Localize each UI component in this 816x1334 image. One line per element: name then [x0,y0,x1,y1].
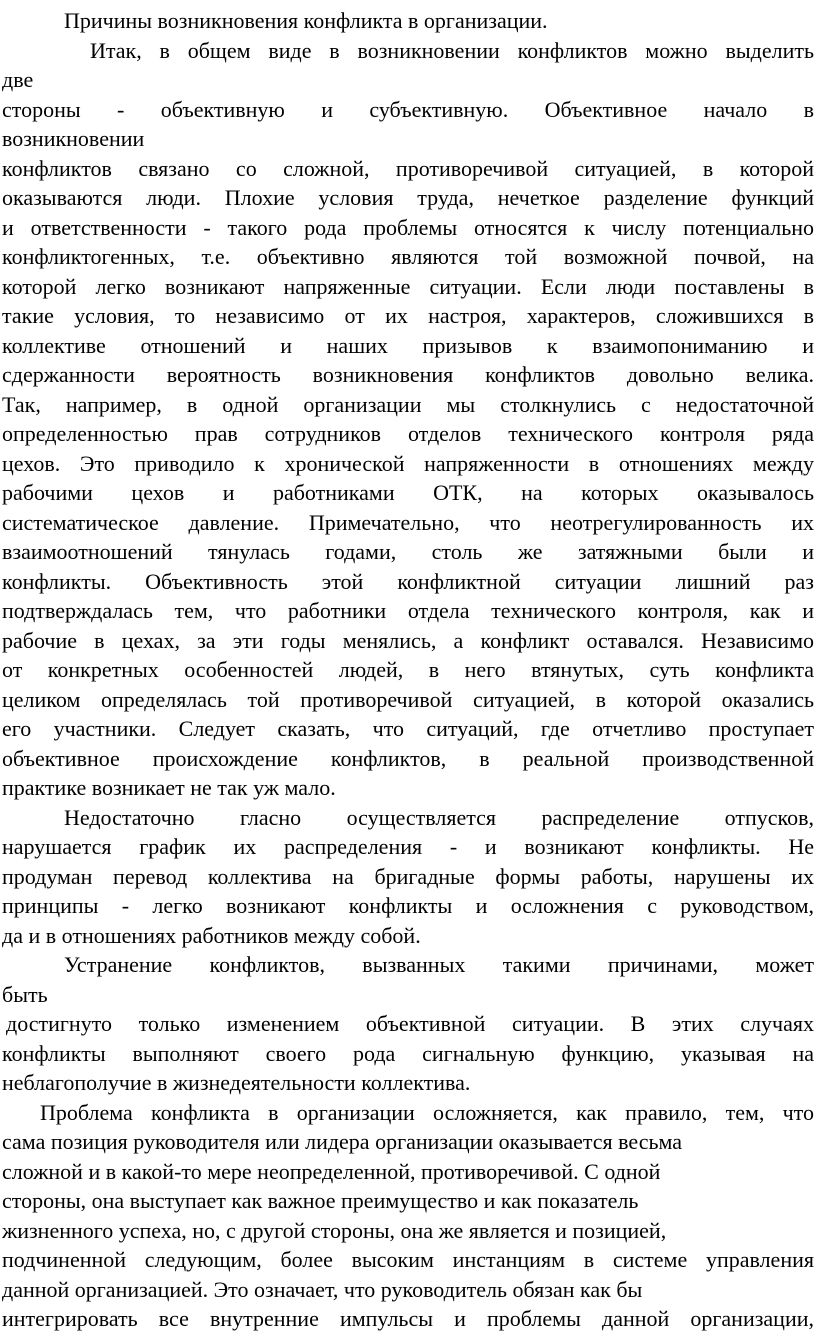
paragraph-line: конфликтогенных, т.е. объективно являются той возможной почвой, на [2,244,814,269]
paragraph-line: неблагополучие в жизнедеятельности коллектива. [2,1070,471,1095]
paragraph-line: да и в отношениях работников между собой. [2,922,421,948]
paragraph-line: коллективе отношений и наших призывов к взаимопониманию и [2,332,814,358]
paragraph-line: принципы - легко возникают конфликты и осложнения с руководством, [2,893,814,918]
document-title: Причины возникновения конфликта в организации. [64,8,548,33]
paragraph-line: взаимоотношений тянулась годами, столь же затяжными были и [2,539,814,564]
paragraph-line: сложной и в какой-то мере неопределенной, противоречивой. С одной [2,1158,661,1184]
paragraph-line: конфликты. Объективность этой конфликтной ситуации лишний раз [2,568,814,594]
paragraph-line: его участники. Следует сказать, что ситуаций, где отчетливо проступает [2,716,814,741]
paragraph-line: подчиненной следующим, более высоким инстанциям в системе управления [2,1247,814,1272]
paragraph-line: конфликтов связано со сложной, противоречивой ситуацией, в которой [2,155,814,181]
paragraph-line: нарушается график их распределения - и возникают конфликты. Не [2,834,814,859]
paragraph-line: сама позиция руководителя или лидера организации оказывается весьма [2,1129,683,1154]
paragraph-line: две [2,67,34,92]
paragraph-line: конфликты выполняют своего рода сигнальную функцию, указывая на [2,1040,814,1066]
paragraph-line: продуман перевод коллектива на бригадные формы работы, нарушены их [2,863,814,889]
paragraph-line: систематическое давление. Примечательно, что неотрегулированность их [2,509,814,535]
paragraph-line: такие условия, то независимо от их настроя, характеров, сложившихся в [2,303,814,328]
paragraph-line: от конкретных особенностей людей, в него втянутых, суть конфликта [2,657,814,682]
paragraph-line: и ответственности - такого рода проблемы относятся к числу потенциально [2,214,814,240]
paragraph-line: оказываются люди. Плохие условия труда, нечеткое разделение функций [2,185,814,210]
paragraph-line: возникновении [2,126,145,151]
paragraph-line: Недостаточно гласно осуществляется распределение отпусков, [64,804,814,830]
paragraph-line: рабочими цехов и работниками ОТК, на которых оказывалось [2,480,814,505]
paragraph-line: Проблема конфликта в организации осложняется, как правило, тем, что [40,1099,814,1125]
paragraph-line: которой легко возникают напряженные ситуации. Если люди поставлены в [2,273,814,299]
paragraph-line: данной организацией. Это означает, что руководитель обязан как бы [2,1276,643,1302]
paragraph-line: объективное происхождение конфликтов, в реальной производственной [2,745,814,771]
paragraph-line: целиком определялась той противоречивой ситуацией, в которой оказались [2,686,814,712]
paragraph-line: практике возникает не так уж мало. [2,775,336,800]
paragraph-line: рабочие в цехах, за эти годы менялись, а конфликт оставался. Независимо [2,627,814,653]
paragraph-line: сдержанности вероятность возникновения конфликтов довольно велика. [2,362,814,387]
paragraph-line: жизненного успеха, но, с другой стороны, она же является и позицией, [2,1217,667,1243]
paragraph-line: достигнуто только изменением объективной ситуации. В этих случаях [6,1011,814,1036]
paragraph-line: стороны, она выступает как важное преимущество и как показатель [2,1188,639,1213]
paragraph-line: Устранение конфликтов, вызванных такими причинами, может [64,952,814,977]
paragraph-line: определенностью прав сотрудников отделов технического контроля ряда [2,421,814,446]
paragraph-line: цехов. Это приводило к хронической напряженности в отношениях между [2,450,814,476]
paragraph-line: Итак, в общем виде в возникновении конфликтов можно выделить [90,37,814,63]
paragraph-line: интегрировать все внутренние импульсы и проблемы данной организации, [2,1306,814,1331]
paragraph-line: подтверждалась тем, что работники отдела технического контроля, как и [2,598,814,623]
paragraph-line: быть [2,981,48,1007]
paragraph-line: Так, например, в одной организации мы столкнулись с недостаточной [2,391,814,417]
paragraph-line: стороны - объективную и субъективную. Объективное начало в [2,96,814,122]
